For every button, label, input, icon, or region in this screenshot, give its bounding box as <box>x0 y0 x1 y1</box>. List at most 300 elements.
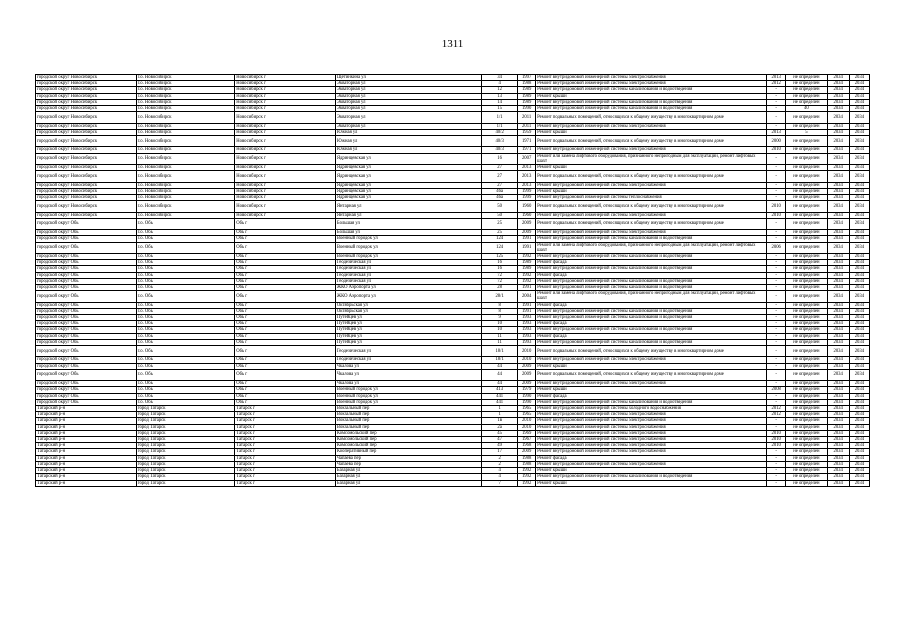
build-year-cell: 1960 <box>518 201 536 212</box>
city-cell: Новосибирск г <box>235 75 336 81</box>
plan-year-start-cell: 2034 <box>827 387 849 393</box>
table-row <box>36 369 870 380</box>
plan-year-end-cell: 2034 <box>849 399 869 405</box>
plan-year-start-cell: 2034 <box>827 272 849 278</box>
street-cell: Военный городок ул <box>335 393 481 399</box>
plan-year-start-cell: 2034 <box>827 406 849 412</box>
street-cell: Геодезическая ул <box>335 346 481 357</box>
repair-year-cell: 2012 <box>767 81 786 87</box>
city-cell: Обь г <box>235 230 336 236</box>
street-cell: Янтарная ул <box>335 212 481 218</box>
plan-year-start-cell: 2034 <box>827 129 849 135</box>
plan-year-start-cell: 2034 <box>827 363 849 369</box>
district-cell: городской округ Обь <box>36 346 137 357</box>
plan-year-end-cell: 2034 <box>849 339 869 345</box>
repair-year-cell: - <box>767 285 786 291</box>
repair-year-cell: - <box>767 381 786 387</box>
district-cell: городской округ Обь <box>36 242 137 253</box>
settlement-cell: г.о. Обь <box>136 260 235 266</box>
plan-year-end-cell: 2034 <box>849 308 869 314</box>
city-cell: Обь г <box>235 291 336 302</box>
plan-year-start-cell: 2034 <box>827 182 849 188</box>
district-cell: городской округ Обь <box>36 393 137 399</box>
build-year-cell: 1991 <box>518 242 536 253</box>
street-cell: Экваторная ул <box>335 93 481 99</box>
city-cell: Обь г <box>235 254 336 260</box>
house-number-cell: 1/1 <box>482 123 518 129</box>
repair-year-cell: - <box>767 188 786 194</box>
house-number-cell: 25 <box>482 218 518 229</box>
settlement-cell: г.о. Обь <box>136 236 235 242</box>
city-cell: Татарск г <box>235 406 336 412</box>
work-type-cell: Ремонт крыши <box>536 480 767 486</box>
house-number-cell: 413 <box>482 387 518 393</box>
build-year-cell: 1967 <box>518 437 536 443</box>
capital-repair-table <box>35 74 870 487</box>
city-cell: Обь г <box>235 242 336 253</box>
build-year-cell: 2009 <box>518 369 536 380</box>
settlement-cell: г.о. Обь <box>136 393 235 399</box>
district-cell: городской округ Новосибирск <box>36 153 137 164</box>
district-cell: городской округ Новосибирск <box>36 212 137 218</box>
plan-year-end-cell: 2034 <box>849 346 869 357</box>
repair-year-cell: - <box>767 171 786 182</box>
cost-cell: 5 <box>786 129 827 135</box>
district-cell: городской округ Обь <box>36 381 137 387</box>
house-number-cell: 40/2 <box>482 129 518 135</box>
build-year-cell: 2004 <box>518 291 536 302</box>
build-year-cell: 2010 <box>518 357 536 363</box>
house-number-cell: 11 <box>482 333 518 339</box>
work-type-cell: Ремонт внутридомовой инженерной системы электроснабжения <box>536 81 767 87</box>
district-cell: городской округ Новосибирск <box>36 171 137 182</box>
city-cell: Обь г <box>235 363 336 369</box>
street-cell: Южная ул <box>335 136 481 147</box>
house-number-cell: 1/1 <box>482 112 518 123</box>
table-row <box>36 171 870 182</box>
street-cell: Октябрьская ул <box>335 302 481 308</box>
repair-year-cell: - <box>767 218 786 229</box>
work-type-cell: Ремонт внутридомовой инженерной системы холодного водоснабжения <box>536 406 767 412</box>
cost-cell: не определен <box>786 393 827 399</box>
settlement-cell: город Татарск <box>136 430 235 436</box>
work-type-cell: Ремонт или замена лифтового оборудования, признанного непригодным для эксплуатации, ремонт лифтовых шахт <box>536 242 767 253</box>
build-year-cell: 2011 <box>518 123 536 129</box>
settlement-cell: г.о. Обь <box>136 285 235 291</box>
settlement-cell: город Татарск <box>136 406 235 412</box>
plan-year-end-cell: 2034 <box>849 315 869 321</box>
district-cell: городской округ Обь <box>36 285 137 291</box>
repair-year-cell: - <box>767 112 786 123</box>
street-cell: Путейцев ул <box>335 339 481 345</box>
house-number-cell: 16 <box>482 266 518 272</box>
plan-year-start-cell: 2034 <box>827 449 849 455</box>
plan-year-start-cell: 2034 <box>827 321 849 327</box>
city-cell: Татарск г <box>235 437 336 443</box>
build-year-cell: 1959 <box>518 129 536 135</box>
district-cell: Татарский р-н <box>36 424 137 430</box>
district-cell: городской округ Обь <box>36 254 137 260</box>
cost-cell: не определен <box>786 254 827 260</box>
house-number-cell: 46а <box>482 188 518 194</box>
district-cell: городской округ Новосибирск <box>36 182 137 188</box>
district-cell: городской округ Новосибирск <box>36 201 137 212</box>
build-year-cell: 1993 <box>518 321 536 327</box>
repair-year-cell: - <box>767 87 786 93</box>
plan-year-end-cell: 2034 <box>849 321 869 327</box>
repair-year-cell: - <box>767 393 786 399</box>
city-cell: Новосибирск г <box>235 188 336 194</box>
repair-year-cell: - <box>767 315 786 321</box>
house-number-cell: 1 <box>482 406 518 412</box>
work-type-cell: Ремонт внутридомовой инженерной системы электроснабжения <box>536 230 767 236</box>
settlement-cell: г.о. Обь <box>136 321 235 327</box>
settlement-cell: г.о. Новосибирск <box>136 81 235 87</box>
street-cell: Вокзальный пер <box>335 424 481 430</box>
work-type-cell: Ремонт крыши <box>536 129 767 135</box>
house-number-cell: 2 <box>482 455 518 461</box>
cost-cell: не определен <box>786 285 827 291</box>
work-type-cell: Ремонт внутридомовой инженерной системы электроснабжения <box>536 212 767 218</box>
work-type-cell: Ремонт внутридомовой инженерной системы канализования и водоотведения <box>536 87 767 93</box>
work-type-cell: Ремонт или замена лифтового оборудования, признанного непригодным для эксплуатации, ремонт лифтовых шахт <box>536 291 767 302</box>
cost-cell: не определен <box>786 363 827 369</box>
build-year-cell: 1992 <box>518 480 536 486</box>
cost-cell: не определен <box>786 230 827 236</box>
repair-year-cell: - <box>767 399 786 405</box>
repair-year-cell: 2013 <box>767 129 786 135</box>
district-cell: городской округ Новосибирск <box>36 123 137 129</box>
settlement-cell: город Татарск <box>136 468 235 474</box>
plan-year-end-cell: 2034 <box>849 474 869 480</box>
house-number-cell: 8 <box>482 308 518 314</box>
city-cell: Татарск г <box>235 474 336 480</box>
district-cell: городской округ Новосибирск <box>36 87 137 93</box>
work-type-cell: Ремонт внутридомовой инженерной системы канализования и водоотведения <box>536 315 767 321</box>
cost-cell: не определен <box>786 437 827 443</box>
settlement-cell: г.о. Обь <box>136 363 235 369</box>
repair-year-cell: - <box>767 254 786 260</box>
cost-cell: не определен <box>786 468 827 474</box>
plan-year-start-cell: 2034 <box>827 339 849 345</box>
street-cell: Военный городок ул <box>335 387 481 393</box>
repair-year-cell: - <box>767 480 786 486</box>
district-cell: городской округ Новосибирск <box>36 136 137 147</box>
table-row <box>36 112 870 123</box>
city-cell: Татарск г <box>235 424 336 430</box>
build-year-cell: 1992 <box>518 272 536 278</box>
work-type-cell: Ремонт внутридомовой инженерной системы электроснабжения <box>536 412 767 418</box>
cost-cell: не определен <box>786 406 827 412</box>
house-number-cell: 28/1 <box>482 291 518 302</box>
cost-cell: не определен <box>786 81 827 87</box>
work-type-cell: Ремонт внутридомовой инженерной системы электроснабжения <box>536 381 767 387</box>
plan-year-start-cell: 2034 <box>827 236 849 242</box>
district-cell: городской округ Обь <box>36 333 137 339</box>
plan-year-start-cell: 2034 <box>827 437 849 443</box>
work-type-cell: Ремонт подвальных помещений, относящихся к общему имуществу в многоквартирном доме <box>536 346 767 357</box>
work-type-cell: Ремонт внутридомовой инженерной системы электроснабжения <box>536 123 767 129</box>
settlement-cell: г.о. Обь <box>136 302 235 308</box>
street-cell: Большая ул <box>335 230 481 236</box>
repair-year-cell: - <box>767 308 786 314</box>
city-cell: Обь г <box>235 333 336 339</box>
work-type-cell: Ремонт фасада <box>536 260 767 266</box>
plan-year-end-cell: 2034 <box>849 254 869 260</box>
build-year-cell: 2013 <box>518 165 536 171</box>
build-year-cell: 2009 <box>518 449 536 455</box>
plan-year-end-cell: 2034 <box>849 212 869 218</box>
house-number-cell: 40/3 <box>482 136 518 147</box>
build-year-cell: 1991 <box>518 236 536 242</box>
work-type-cell: Ремонт внутридомовой инженерной системы канализования и водоотведения <box>536 339 767 345</box>
settlement-cell: г.о. Обь <box>136 399 235 405</box>
house-number-cell: 28 <box>482 285 518 291</box>
city-cell: Обь г <box>235 357 336 363</box>
cost-cell: не определен <box>786 147 827 153</box>
house-number-cell: 16 <box>482 260 518 266</box>
cost-cell: не определен <box>786 308 827 314</box>
cost-cell: не определен <box>786 412 827 418</box>
city-cell: Новосибирск г <box>235 81 336 87</box>
build-year-cell: 1992 <box>518 254 536 260</box>
house-number-cell: 1 <box>482 412 518 418</box>
cost-cell: не определен <box>786 188 827 194</box>
house-number-cell: 11 <box>482 339 518 345</box>
district-cell: городской округ Обь <box>36 327 137 333</box>
settlement-cell: город Татарск <box>136 461 235 467</box>
district-cell: городской округ Обь <box>36 272 137 278</box>
district-cell: городской округ Новосибирск <box>36 99 137 105</box>
settlement-cell: г.о. Обь <box>136 346 235 357</box>
settlement-cell: г.о. Новосибирск <box>136 147 235 153</box>
plan-year-start-cell: 2034 <box>827 455 849 461</box>
settlement-cell: город Татарск <box>136 412 235 418</box>
build-year-cell: 1989 <box>518 260 536 266</box>
house-number-cell: 27 <box>482 165 518 171</box>
plan-year-end-cell: 2034 <box>849 188 869 194</box>
work-type-cell: Ремонт внутридомовой инженерной системы электроснабжения <box>536 461 767 467</box>
cost-cell: не определен <box>786 369 827 380</box>
plan-year-start-cell: 2034 <box>827 242 849 253</box>
cost-cell: не определен <box>786 302 827 308</box>
settlement-cell: город Татарск <box>136 424 235 430</box>
plan-year-end-cell: 2034 <box>849 302 869 308</box>
build-year-cell: 2013 <box>518 182 536 188</box>
settlement-cell: г.о. Обь <box>136 272 235 278</box>
plan-year-start-cell: 2034 <box>827 412 849 418</box>
plan-year-start-cell: 2034 <box>827 201 849 212</box>
plan-year-start-cell: 2034 <box>827 399 849 405</box>
plan-year-end-cell: 2034 <box>849 266 869 272</box>
cost-cell: не определен <box>786 321 827 327</box>
build-year-cell: 1991 <box>518 308 536 314</box>
work-type-cell: Ремонт фасада <box>536 393 767 399</box>
street-cell: Чапаева пер <box>335 455 481 461</box>
street-cell: Чкалова ул <box>335 369 481 380</box>
plan-year-end-cell: 2034 <box>849 171 869 182</box>
work-type-cell: Ремонт внутридомовой инженерной системы электроснабжения <box>536 449 767 455</box>
settlement-cell: город Татарск <box>136 474 235 480</box>
street-cell: Комсомольский пер <box>335 430 481 436</box>
city-cell: Новосибирск г <box>235 212 336 218</box>
cost-cell: не определен <box>786 171 827 182</box>
house-number-cell: 12 <box>482 87 518 93</box>
plan-year-end-cell: 2034 <box>849 106 869 112</box>
build-year-cell: 1979 <box>518 387 536 393</box>
repair-year-cell: - <box>767 363 786 369</box>
cost-cell: не определен <box>786 266 827 272</box>
build-year-cell: 2011 <box>518 112 536 123</box>
work-type-cell: Ремонт внутридомовой инженерной системы электроснабжения <box>536 418 767 424</box>
build-year-cell: 1960 <box>518 212 536 218</box>
street-cell: Экваторная ул <box>335 81 481 87</box>
repair-year-cell: 2010 <box>767 147 786 153</box>
district-cell: городской округ Обь <box>36 363 137 369</box>
plan-year-start-cell: 2034 <box>827 106 849 112</box>
build-year-cell: 1990 <box>518 106 536 112</box>
settlement-cell: г.о. Обь <box>136 369 235 380</box>
repair-year-cell: - <box>767 272 786 278</box>
cost-cell: не определен <box>786 153 827 164</box>
house-number-cell: 50 <box>482 201 518 212</box>
plan-year-start-cell: 2034 <box>827 230 849 236</box>
city-cell: Татарск г <box>235 461 336 467</box>
cost-cell: не определен <box>786 387 827 393</box>
house-number-cell: 34 <box>482 75 518 81</box>
plan-year-end-cell: 2034 <box>849 136 869 147</box>
plan-year-start-cell: 2034 <box>827 147 849 153</box>
settlement-cell: г.о. Обь <box>136 230 235 236</box>
city-cell: Обь г <box>235 369 336 380</box>
plan-year-start-cell: 2034 <box>827 418 849 424</box>
city-cell: Обь г <box>235 321 336 327</box>
settlement-cell: г.о. Новосибирск <box>136 93 235 99</box>
repair-year-cell: - <box>767 424 786 430</box>
house-number-cell: 17 <box>482 449 518 455</box>
street-cell: Экваторная ул <box>335 99 481 105</box>
build-year-cell: 1999 <box>518 195 536 201</box>
plan-year-start-cell: 2034 <box>827 291 849 302</box>
plan-year-start-cell: 2034 <box>827 260 849 266</box>
plan-year-end-cell: 2034 <box>849 242 869 253</box>
city-cell: Татарск г <box>235 430 336 436</box>
street-cell: Геодезическая ул <box>335 278 481 284</box>
house-number-cell: 27 <box>482 171 518 182</box>
house-number-cell: 8 <box>482 302 518 308</box>
street-cell: Вокзальный пер <box>335 412 481 418</box>
cost-cell: не определен <box>786 455 827 461</box>
plan-year-end-cell: 2034 <box>849 93 869 99</box>
table-row <box>36 291 870 302</box>
build-year-cell: 1965 <box>518 406 536 412</box>
plan-year-start-cell: 2034 <box>827 254 849 260</box>
plan-year-end-cell: 2034 <box>849 480 869 486</box>
work-type-cell: Ремонт крыши <box>536 468 767 474</box>
plan-year-start-cell: 2034 <box>827 278 849 284</box>
plan-year-start-cell: 2034 <box>827 474 849 480</box>
house-number-cell: 124 <box>482 236 518 242</box>
settlement-cell: г.о. Обь <box>136 339 235 345</box>
build-year-cell: 1989 <box>518 87 536 93</box>
plan-year-start-cell: 2034 <box>827 212 849 218</box>
work-type-cell: Ремонт внутридомовой инженерной системы канализования и водоотведения <box>536 474 767 480</box>
plan-year-end-cell: 2034 <box>849 424 869 430</box>
work-type-cell: Ремонт внутридомовой инженерной системы канализования и водоотведения <box>536 399 767 405</box>
city-cell: Обь г <box>235 302 336 308</box>
settlement-cell: г.о. Обь <box>136 218 235 229</box>
settlement-cell: г.о. Обь <box>136 315 235 321</box>
repair-year-cell: 2012 <box>767 412 786 418</box>
cost-cell: не определен <box>786 218 827 229</box>
plan-year-end-cell: 2034 <box>849 291 869 302</box>
plan-year-end-cell: 2034 <box>849 165 869 171</box>
plan-year-start-cell: 2034 <box>827 369 849 380</box>
plan-year-end-cell: 2034 <box>849 260 869 266</box>
plan-year-start-cell: 2034 <box>827 266 849 272</box>
district-cell: городской округ Новосибирск <box>36 129 137 135</box>
repair-year-cell: 2013 <box>767 75 786 81</box>
build-year-cell: 2010 <box>518 418 536 424</box>
plan-year-start-cell: 2034 <box>827 480 849 486</box>
build-year-cell: 1993 <box>518 327 536 333</box>
street-cell: Ядринцевская ул <box>335 171 481 182</box>
house-number-cell: 441 <box>482 393 518 399</box>
build-year-cell: 1991 <box>518 302 536 308</box>
city-cell: Новосибирск г <box>235 153 336 164</box>
street-cell: Базарная ул <box>335 468 481 474</box>
cost-cell: не определен <box>786 399 827 405</box>
work-type-cell: Ремонт фасада <box>536 333 767 339</box>
house-number-cell: 10 <box>482 327 518 333</box>
plan-year-end-cell: 2034 <box>849 443 869 449</box>
street-cell: Кооперативный пер <box>335 449 481 455</box>
build-year-cell: 1988 <box>518 81 536 87</box>
cost-cell: не определен <box>786 260 827 266</box>
house-number-cell: 9 <box>482 315 518 321</box>
settlement-cell: г.о. Обь <box>136 327 235 333</box>
plan-year-end-cell: 2034 <box>849 333 869 339</box>
district-cell: городской округ Новосибирск <box>36 112 137 123</box>
cost-cell: не определен <box>786 93 827 99</box>
repair-year-cell: - <box>767 93 786 99</box>
house-number-cell: 27 <box>482 182 518 188</box>
work-type-cell: Ремонт внутридомовой инженерной системы электроснабжения <box>536 357 767 363</box>
repair-year-cell: - <box>767 106 786 112</box>
cost-cell: не определен <box>786 165 827 171</box>
plan-year-end-cell: 2034 <box>849 437 869 443</box>
repair-year-cell: - <box>767 182 786 188</box>
district-cell: Татарский р-н <box>36 430 137 436</box>
settlement-cell: г.о. Обь <box>136 242 235 253</box>
cost-cell: не определен <box>786 212 827 218</box>
city-cell: Татарск г <box>235 480 336 486</box>
plan-year-start-cell: 2034 <box>827 195 849 201</box>
repair-year-cell: - <box>767 333 786 339</box>
city-cell: Обь г <box>235 236 336 242</box>
house-number-cell: 46а <box>482 195 518 201</box>
city-cell: Обь г <box>235 387 336 393</box>
district-cell: городской округ Новосибирск <box>36 195 137 201</box>
street-cell: Путейцев ул <box>335 315 481 321</box>
cost-cell: не определен <box>786 272 827 278</box>
cost-cell: не определен <box>786 123 827 129</box>
city-cell: Новосибирск г <box>235 129 336 135</box>
city-cell: Обь г <box>235 339 336 345</box>
plan-year-end-cell: 2034 <box>849 449 869 455</box>
plan-year-start-cell: 2034 <box>827 112 849 123</box>
build-year-cell: 1993 <box>518 315 536 321</box>
